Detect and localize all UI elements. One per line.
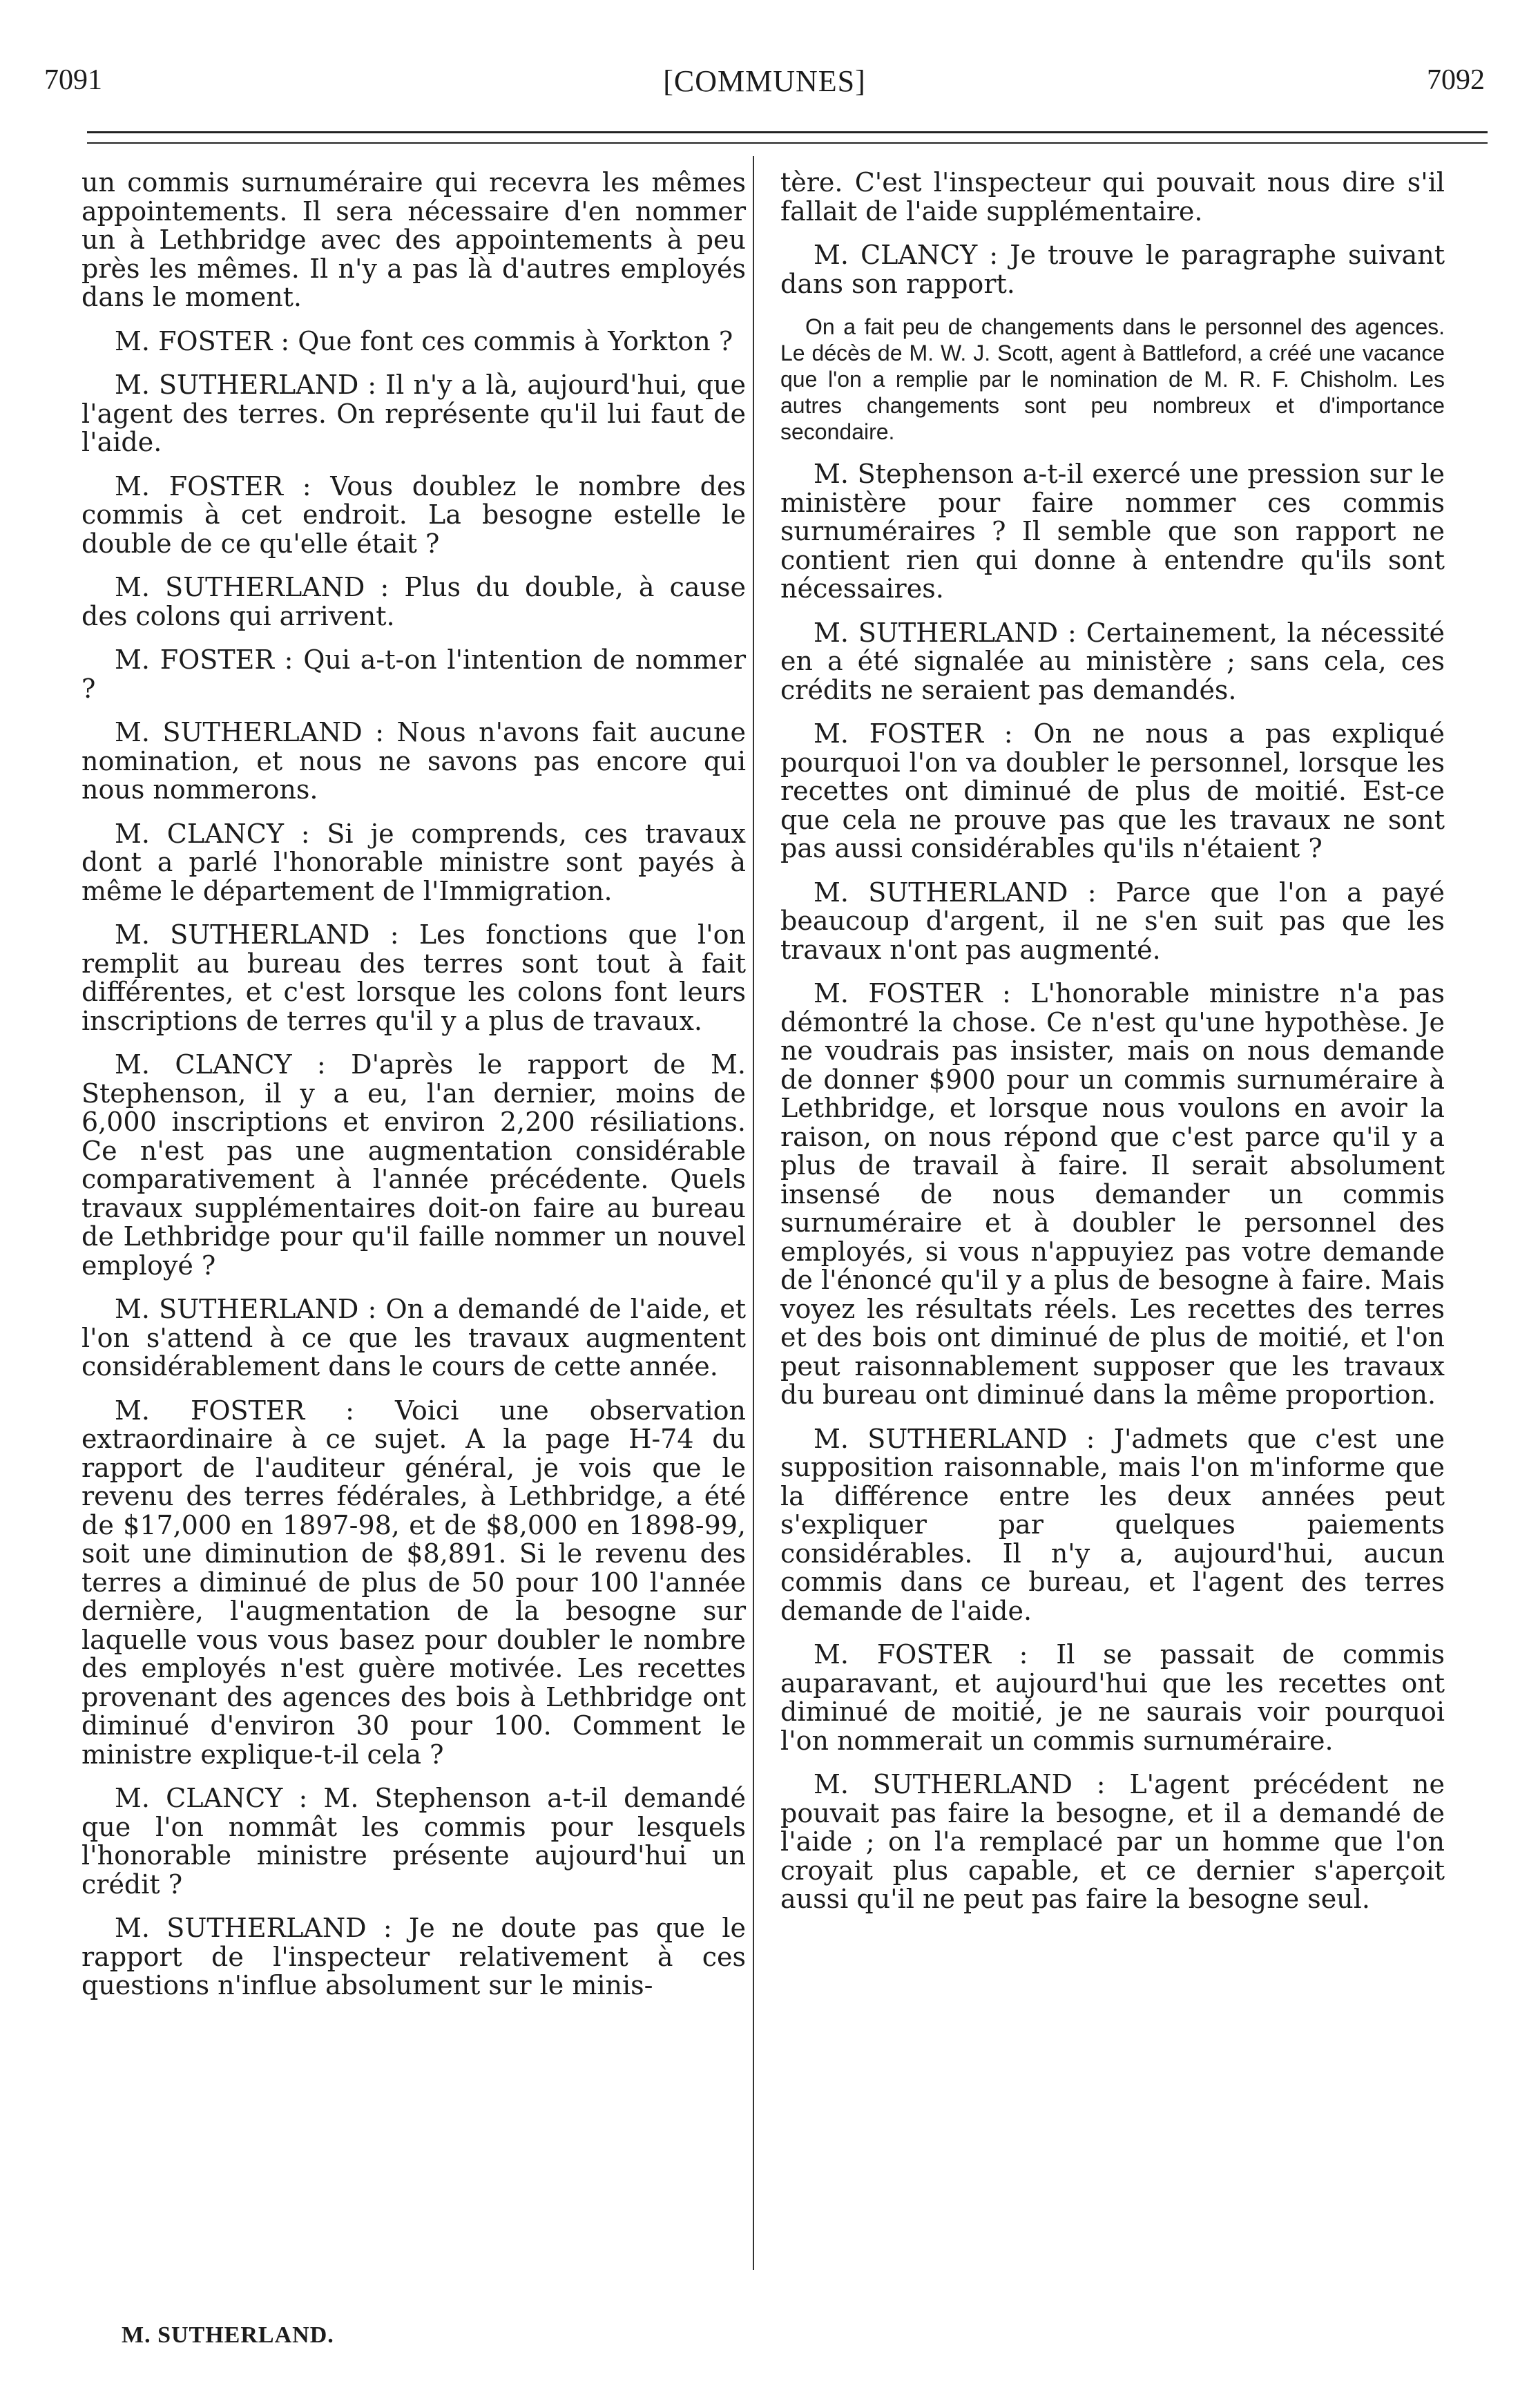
paragraph-text: J'admets que c'est une supposition raisonnable, mais l'on m'informe que la différence entre les deux années peut s'expliquer par quelques paiements considérables. Il n'y a, aujourd'hui, aucun commis dans ce bureau, et l'agent des terres demande de l'aide. — [780, 1423, 1445, 1626]
paragraph-text: Voici une observation extraordinaire à ce sujet. A la page H-74 du rapport de l'auditeur général, je vois que le revenu des terres fédérales, à Lethbridge, a été de $17,000 en 1897-98, et de $8,000 en 1898-99, soit une diminution de $8,891. Si le revenu des terres a diminué de plus de 50 pour 100 l'année dernière, l'augmentation de la besogne sur laquelle vous vous basez pour doubler le nombre des employés n'est guère motivée. Les recettes provenant des agences des bois à Lethbridge ont diminué d'environ 30 pour 100. Comment le ministre explique-t-il cela ? — [81, 1395, 746, 1770]
speech-paragraph — [81, 718, 746, 805]
speaker-name: M. CLANCY : — [115, 818, 310, 849]
speaker-name: M. CLANCY : — [115, 1783, 308, 1813]
speech-paragraph — [81, 1784, 746, 1899]
header-rule-top — [87, 131, 1488, 133]
speech-paragraph — [780, 1425, 1445, 1626]
paragraph-text: Parce que l'on a payé beaucoup d'argent, il ne s'en suit pas que les travaux n'ont pas augmenté. — [780, 877, 1445, 965]
paragraph-text: L'honorable ministre n'a pas démontré la chose. Ce n'est qu'une hypothèse. Je ne voudrais pas insister, mais on nous demande de donner $900 pour un commis surnuméraire à Lethbridge, et lorsque nous voulons en avoir la raison, on nous répond que c'est parce qu'il y a plus de travail à faire. Il serait absolument insensé de nous demander un commis surnuméraire et à doubler le personnel des employés, si vous n'appuyiez pas votre demande de l'énoncé qu'il y a plus de besogne à faire. Mais voyez les résultats réels. Les recettes des terres et des bois ont diminué de plus de moitié, et l'on peut raisonnablement supposer que les travaux du bureau ont diminué dans la même proportion. — [780, 978, 1445, 1410]
speech-paragraph — [81, 1914, 746, 2000]
paragraph-text: Les fonctions que l'on remplit au bureau des terres sont tout à fait différentes, et c'est lorsque les colons font leurs inscriptions de terres qu'il y a plus de travaux. — [81, 919, 746, 1036]
speaker-name: M. SUTHERLAND : — [115, 717, 385, 747]
right-column — [780, 169, 1445, 1929]
paragraph-text: Certainement, la nécessité en a été signalée au ministère ; sans cela, ces crédits ne seraient pas demandés. — [780, 617, 1445, 705]
paragraph-text: On a fait peu de changements dans le personnel des agences. Le décès de M. W. J. Scott, agent à Battleford, a créé une vacance que l'on a remplie par le nomination de M. R. F. Chisholm. Les autres changements sont peu nombreux et d'importance secondaire. — [780, 314, 1445, 444]
speaker-name: M. SUTHERLAND : — [115, 919, 399, 950]
page-number-right: 7092 — [1427, 64, 1485, 96]
header-rule-bottom — [87, 142, 1488, 144]
quoted-report-paragraph — [780, 314, 1445, 445]
paragraph-text: tère. C'est l'inspecteur qui pouvait nous dire s'il fallait de l'aide supplémentaire. — [780, 167, 1445, 227]
speaker-name: M. CLANCY : — [115, 1049, 326, 1080]
paragraph-text: Plus du double, à cause des colons qui arrivent. — [81, 572, 746, 631]
page-number-left: 7091 — [44, 64, 102, 96]
speaker-name: M. SUTHERLAND : — [814, 617, 1077, 648]
speech-paragraph — [780, 169, 1445, 226]
speech-paragraph — [81, 1051, 746, 1280]
speech-paragraph — [780, 619, 1445, 705]
paragraph-text: Si je comprends, ces travaux dont a parlé l'honorable ministre sont payés à même le département de l'Immigration. — [81, 818, 746, 906]
paragraph-text: Je trouve le paragraphe suivant dans son rapport. — [780, 240, 1445, 299]
speaker-name: M. FOSTER : — [814, 718, 1013, 749]
speech-paragraph — [81, 1397, 746, 1770]
paragraph-text: Nous n'avons fait aucune nomination, et nous ne savons pas encore qui nous nommerons. — [81, 717, 746, 805]
speaker-name: M. FOSTER : — [115, 470, 311, 501]
paragraph-text: M. Stephenson a-t-il demandé que l'on nommât les commis pour lesquels l'honorable ministre présente aujourd'hui un crédit ? — [81, 1783, 746, 1900]
running-title: [COMMUNES] — [663, 64, 866, 98]
page-header — [41, 64, 1488, 112]
paragraph-text: Que font ces commis à Yorkton ? — [298, 325, 733, 356]
speech-paragraph — [81, 573, 746, 631]
speech-paragraph — [780, 460, 1445, 604]
speech-paragraph — [81, 921, 746, 1035]
paragraph-text: M. Stephenson a-t-il exercé une pression sur le ministère pour faire nommer ces commis surnuméraires ? Il semble que son rapport ne contient rien qui donne à entendre qu'ils sont nécessaires. — [780, 459, 1445, 604]
speech-paragraph — [81, 472, 746, 559]
speech-paragraph — [780, 879, 1445, 965]
speaker-name: M. SUTHERLAND : — [814, 877, 1097, 908]
speaker-name: M. CLANCY : — [814, 240, 999, 270]
paragraph-text: Qui a-t-on l'intention de nommer ? — [81, 644, 746, 704]
paragraph-text: D'après le rapport de M. Stephenson, il y a eu, l'an dernier, moins de 6,000 inscriptions et environ 2,200 résiliations. Ce n'est pas une augmentation considérable comparativement à l'année précédente. Quels travaux supplémentaires doit-on faire au bureau de Lethbridge pour qu'il faille nommer un nouvel employé ? — [81, 1049, 746, 1281]
footer-signature: M. SUTHERLAND. — [122, 2322, 334, 2348]
column-divider — [753, 156, 754, 2270]
speaker-name: M. SUTHERLAND : — [115, 1913, 392, 1943]
speech-paragraph — [780, 720, 1445, 863]
speech-paragraph — [81, 169, 746, 312]
speaker-name: M. SUTHERLAND : — [115, 572, 390, 602]
speaker-name: M. SUTHERLAND : — [814, 1423, 1095, 1454]
paragraph-text: Vous doublez le nombre des commis à cet endroit. La besogne estelle le double de ce qu'elle était ? — [81, 470, 746, 559]
speaker-name: M. SUTHERLAND : — [814, 1769, 1106, 1799]
speech-paragraph — [780, 1641, 1445, 1755]
speech-paragraph — [81, 371, 746, 457]
speaker-name: M. SUTHERLAND : — [115, 1294, 377, 1324]
speech-paragraph — [81, 1295, 746, 1382]
speaker-name: M. FOSTER : — [115, 644, 294, 675]
paragraph-text: Il n'y a là, aujourd'hui, que l'agent des terres. On représente qu'il lui faut de l'aide. — [81, 370, 746, 457]
speech-paragraph — [780, 980, 1445, 1410]
paragraph-text: Il se passait de commis auparavant, et aujourd'hui que les recettes ont diminué de moitié, je ne saurais voir pourquoi l'on nommerait un commis surnuméraire. — [780, 1639, 1445, 1756]
speaker-name: M. FOSTER : — [814, 978, 1011, 1009]
speech-paragraph — [81, 646, 746, 703]
paragraph-text: On ne nous a pas expliqué pourquoi l'on va doubler le personnel, lorsque les recettes ont diminué de plus de moitié. Est-ce que cela ne prouve pas que les travaux ne sont pas aussi considérables qu'ils n'étaient ? — [780, 718, 1445, 863]
paragraph-text: On a demandé de l'aide, et l'on s'attend à ce que les travaux augmentent considérablement dans le cours de cette année. — [81, 1294, 746, 1382]
left-column — [81, 169, 746, 2016]
speaker-name: M. FOSTER : — [115, 1395, 354, 1426]
speaker-name: M. FOSTER : — [115, 325, 290, 356]
paragraph-text: L'agent précédent ne pouvait pas faire la besogne, et il a demandé de l'aide ; on l'a remplacé par un homme que l'on croyait plus capable, et ce dernier s'aperçoit aussi qu'il ne peut pas faire la besogne seul. — [780, 1769, 1445, 1914]
speaker-name: M. SUTHERLAND : — [115, 370, 377, 400]
speech-paragraph — [780, 1770, 1445, 1914]
paragraph-text: Je ne doute pas que le rapport de l'inspecteur relativement à ces questions n'influe absolument sur le minis- — [81, 1913, 746, 2000]
speech-paragraph — [780, 241, 1445, 298]
paragraph-text: un commis surnuméraire qui recevra les mêmes appointements. Il sera nécessaire d'en nommer un à Lethbridge avec des appointements à peu près les mêmes. Il n'y a pas là d'autres employés dans le moment. — [81, 167, 746, 312]
speech-paragraph — [81, 820, 746, 906]
speaker-name: M. FOSTER : — [814, 1639, 1028, 1670]
speech-paragraph — [81, 327, 746, 356]
